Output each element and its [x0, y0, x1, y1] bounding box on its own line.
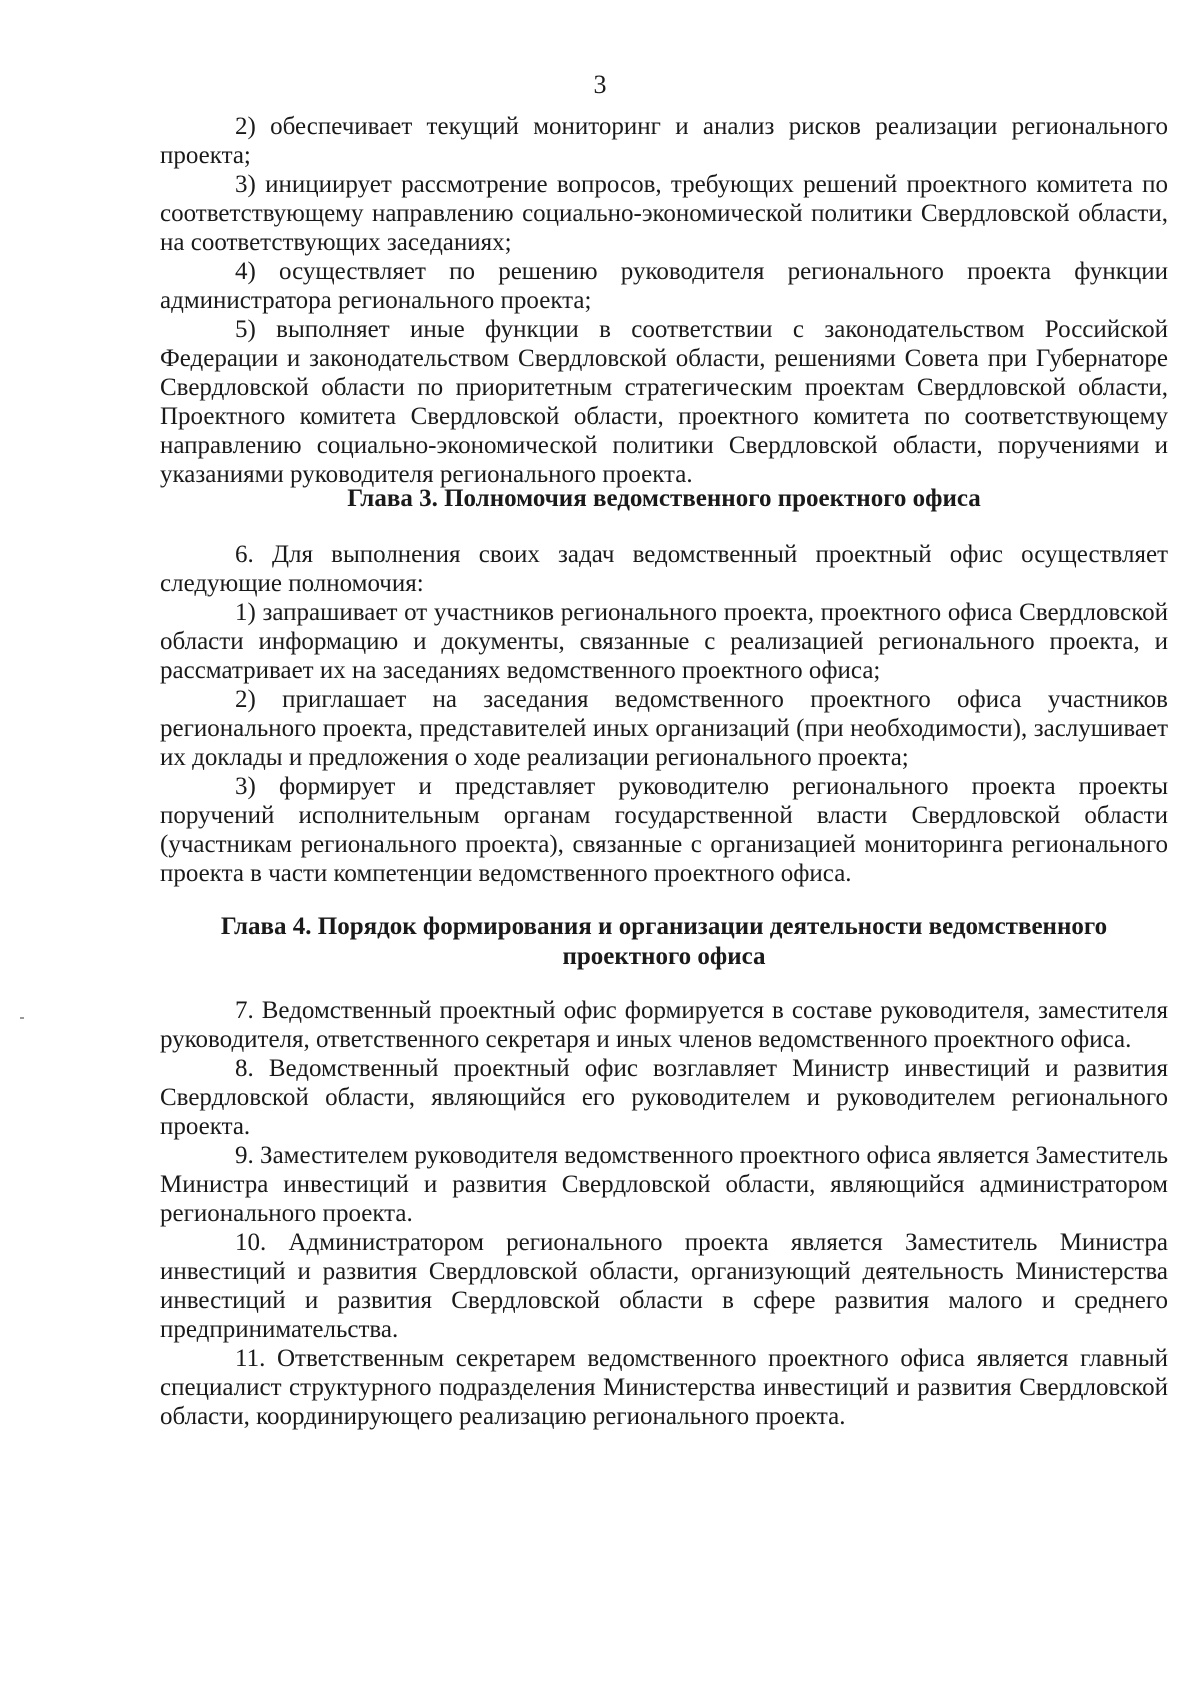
paragraph: 10. Администратором регионального проекта является Заместитель Министра инвестиций и развития Свердловской области, организующий деятельность Министерства инвестиций и развития Свердловской области в сфере развития малого и среднего предпринимательства. — [160, 1229, 1168, 1343]
paragraph: 6. Для выполнения своих задач ведомственный проектный офис осуществляет следующие полномочия: — [160, 541, 1168, 597]
section-functions — [160, 112, 1168, 489]
paragraph: 2) приглашает на заседания ведомственного проектного офиса участников регионального проекта, представителей иных организаций (при необходимости), заслушивает их доклады и предложения о ходе реализации регионального проекта; — [160, 686, 1168, 771]
paragraph: 9. Заместителем руководителя ведомственного проектного офиса является Заместитель Министра инвестиций и развития Свердловской области, являющийся администратором регионального проекта. — [160, 1142, 1168, 1227]
paragraph: 3) формирует и представляет руководителю регионального проекта проекты поручений исполнительным органам государственной власти Свердловской области (участникам регионального проекта), связанные с организацией мониторинга регионального проекта в части компетенции ведомственного проектного офиса. — [160, 773, 1168, 887]
chapter-3-title: Глава 3. Полномочия ведомственного проектного офиса — [347, 485, 981, 512]
paragraph: 7. Ведомственный проектный офис формируется в составе руководителя, заместителя руководителя, ответственного секретаря и иных членов ведомственного проектного офиса. — [160, 997, 1168, 1053]
margin-mark — [20, 1017, 24, 1019]
chapter-4-title-line-1: Глава 4. Порядок формирования и организации деятельности ведомственного — [220, 913, 1108, 940]
paragraph: 8. Ведомственный проектный офис возглавляет Министр инвестиций и развития Свердловской области, являющийся его руководителем и руководителем регионального проекта. — [160, 1055, 1168, 1140]
paragraph: 4) осуществляет по решению руководителя регионального проекта функции администратора регионального проекта; — [160, 258, 1168, 314]
paragraph: 3) инициирует рассмотрение вопросов, требующих решений проектного комитета по соответствующему направлению социально-экономической политики Свердловской области, на соответствующих заседаниях; — [160, 171, 1168, 256]
page-number: 3 — [593, 70, 607, 99]
chapter-4-title — [160, 912, 1168, 972]
paragraph: 2) обеспечивает текущий мониторинг и анализ рисков реализации регионального проекта; — [160, 113, 1168, 169]
paragraph: 11. Ответственным секретарем ведомственного проектного офиса является главный специалист структурного подразделения Министерства инвестиций и развития Свердловской области, координирующего реализацию регионального проекта. — [160, 1345, 1168, 1430]
chapter-4-body — [160, 996, 1168, 1431]
chapter-4-title-line-2: проектного офиса — [562, 943, 766, 970]
paragraph: 1) запрашивает от участников регионального проекта, проектного офиса Свердловской области информацию и документы, связанные с реализацией регионального проекта, и рассматривает их на заседаниях ведомственного проектного офиса; — [160, 599, 1168, 684]
paragraph: 5) выполняет иные функции в соответствии с законодательством Российской Федерации и законодательством Свердловской области, решениями Совета при Губернаторе Свердловской области по приоритетным стратегическим проектам Свердловской области, Проектного комитета Свердловской области, проектного комитета по соответствующему направлению социально-экономической политики Свердловской области, поручениями и указаниями руководителя регионального проекта. — [160, 316, 1168, 488]
chapter-3-body — [160, 540, 1168, 888]
